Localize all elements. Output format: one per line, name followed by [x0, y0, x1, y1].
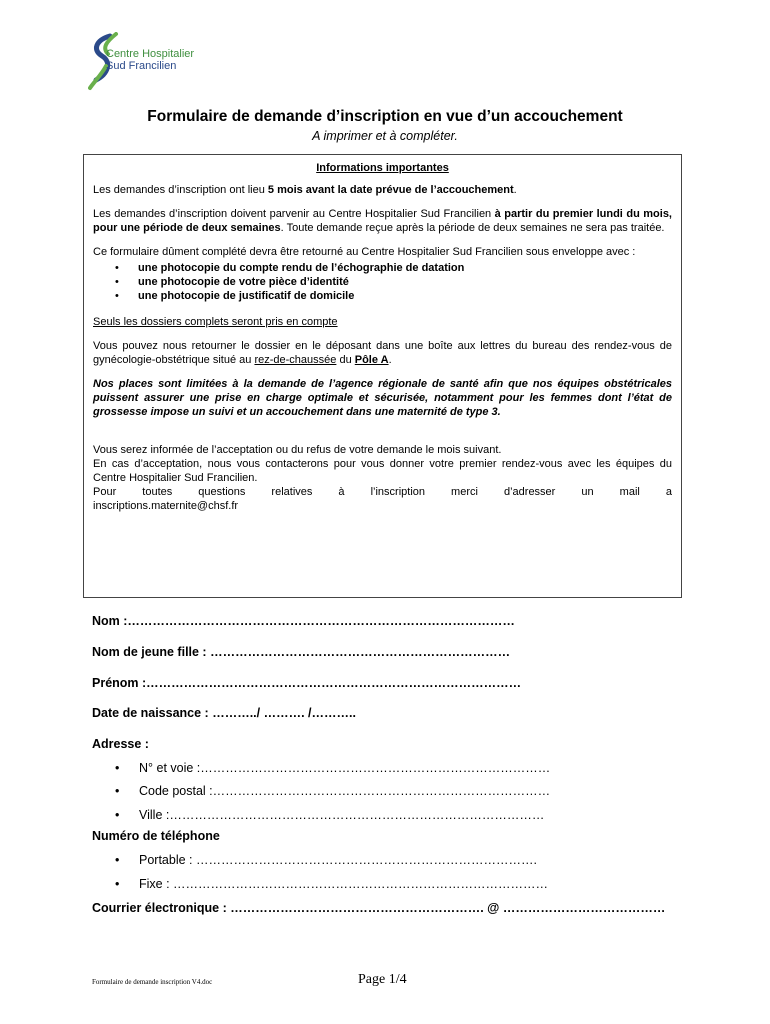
logo-line-1: Centre Hospitalier: [106, 48, 195, 60]
info-p2-end: . Toute demande reçue après la période de deux semaines ne sera pas traitée.: [280, 222, 665, 234]
required-documents-list: [115, 261, 672, 303]
contact-email: inscriptions.maternite@chsf.fr: [93, 500, 239, 512]
logo-text: [106, 48, 194, 72]
info-paragraph-7: [93, 443, 672, 513]
list-item: • une photocopie du compte rendu de l’échographie de datation: [115, 261, 672, 275]
bullet-icon: •: [115, 784, 120, 798]
date-naissance-field[interactable]: Date de naissance : ………../ ………. /………..: [92, 706, 356, 720]
adresse-label: Adresse :: [92, 737, 149, 751]
info-p7-line-2: En cas d’acceptation, nous vous contacterons pour vous donner votre premier rendez-vous avec les équipes du Centre Hospitalier Sud Francilien.: [93, 458, 672, 484]
footer-filename: Formulaire de demande inscription V4.doc: [92, 978, 213, 986]
bullet-icon: •: [115, 808, 120, 822]
info-p7-line-1: Vous serez informée de l’acceptation ou du refus de votre demande le mois suivant.: [93, 444, 502, 456]
nom-field[interactable]: Nom :…………………………………………………………………………………: [92, 614, 515, 628]
list-item: • une photocopie de justificatif de domicile: [115, 289, 672, 303]
info-p7-line-3: Pour toutes questions relatives à l’inscription merci d’adresser un mail a: [93, 486, 672, 498]
bullet-icon: •: [115, 853, 120, 867]
info-p5-text: Vous pouvez nous retourner le dossier en le déposant dans une boîte aux lettres du bureau des rendez-vous de gynécologie-obstétrique situé au: [93, 340, 672, 366]
no-voie-field[interactable]: [115, 761, 550, 775]
info-paragraph-4: Seuls les dossiers complets seront pris en compte: [93, 316, 338, 328]
info-p5-pole: Pôle A: [354, 354, 389, 366]
portable-field[interactable]: [115, 853, 537, 867]
info-p5-du: du: [336, 354, 355, 366]
info-p1-end: .: [513, 184, 517, 196]
ville-text: Ville :………………………………………………………………………………: [139, 808, 545, 822]
courriel-field[interactable]: Courrier électronique : ……………………………………………………. @ …………………………………: [92, 901, 666, 915]
bullet-icon: •: [115, 761, 120, 775]
ville-field[interactable]: [115, 808, 544, 822]
page-title: Formulaire de demande d’inscription en vue d’un accouchement: [147, 108, 623, 125]
no-voie-text: N° et voie :…………………………………………………………………………: [139, 761, 551, 775]
nom-jeune-fille-field[interactable]: Nom de jeune fille : ………………………………………………………………: [92, 645, 511, 659]
info-p1-text: Les demandes d’inscription ont lieu: [93, 184, 268, 196]
page-number: Page 1/4: [358, 972, 407, 987]
info-paragraph-3: Ce formulaire dûment complété devra être retourné au Centre Hospitalier Sud Francilien sous enveloppe avec :: [93, 246, 636, 258]
info-p2-text: Les demandes d’inscription doivent parvenir au Centre Hospitalier Sud Francilien: [93, 208, 495, 220]
info-heading: Informations importantes: [316, 162, 449, 174]
info-paragraph-5: [93, 339, 672, 367]
info-p2-bold: à partir du premier lundi du mois, pour une période de deux semaines: [93, 208, 672, 234]
info-p5-end: .: [388, 354, 392, 366]
important-info-box: [83, 154, 682, 598]
info-paragraph-6: Nos places sont limitées à la demande de l’agence régionale de santé afin que nos équipes obstétricales puissent assurer une prise en charge optimale et sécurisée, notamment pour les femmes dont l’état de grossesse impose un suivi et un accouchement dans une maternité de type 3.: [93, 378, 672, 418]
page-subtitle: A imprimer et à compléter.: [312, 129, 458, 143]
info-p1-bold: 5 mois avant la date prévue de l’accouchement: [267, 184, 514, 196]
info-paragraph-2: [93, 207, 672, 235]
code-postal-field[interactable]: [115, 784, 550, 798]
info-p5-floor: rez-de-chaussée: [254, 354, 337, 366]
prenom-field[interactable]: Prénom :………………………………………………………………………………: [92, 676, 522, 690]
info-paragraph-1: [93, 183, 672, 197]
list-item: • une photocopie de votre pièce d’identité: [115, 275, 672, 289]
logo-line-2: Sud Francilien: [106, 60, 177, 72]
code-postal-text: Code postal :………………………………………………………………………: [139, 784, 551, 798]
fixe-field[interactable]: [115, 877, 548, 891]
bullet-icon: •: [115, 877, 120, 891]
portable-text: Portable : ……………………………………………………………………….: [139, 853, 537, 867]
telephone-label: Numéro de téléphone: [92, 829, 220, 843]
fixe-text: Fixe : ………………………………………………………………………………: [139, 877, 549, 891]
hospital-logo: [88, 32, 208, 92]
